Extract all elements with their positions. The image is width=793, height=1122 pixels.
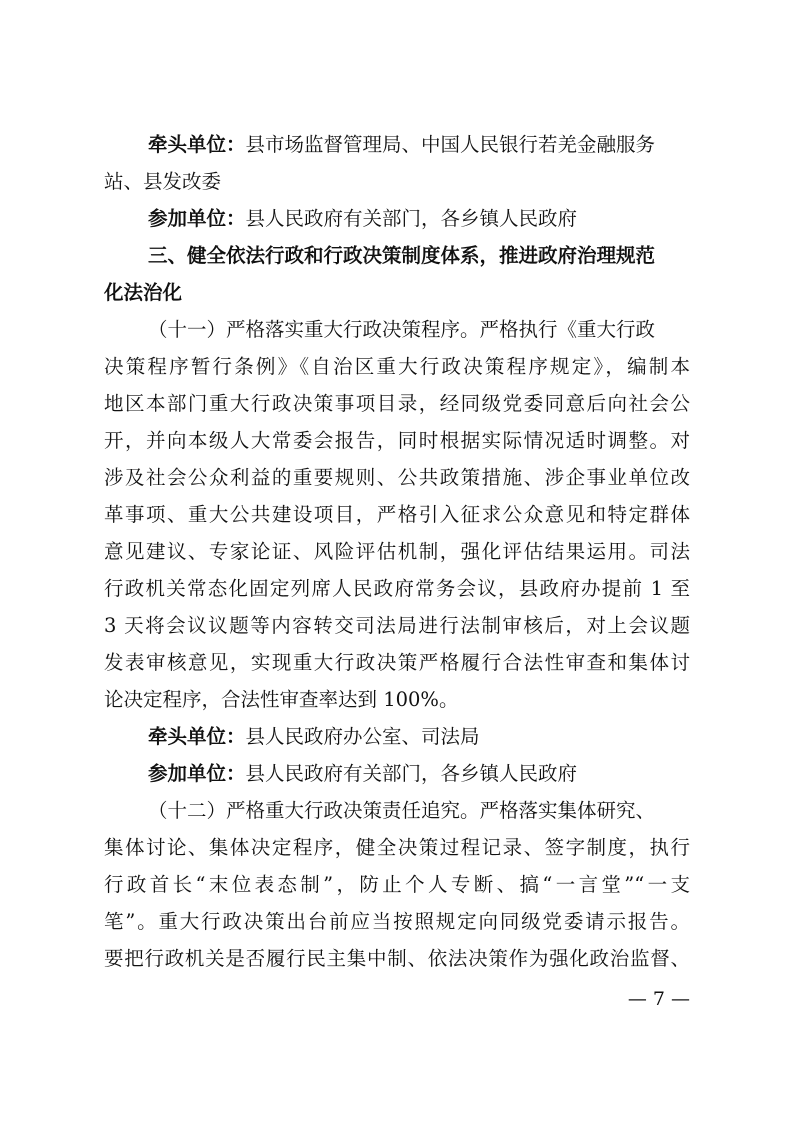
lead-unit-1-line-1 [104,126,690,163]
paragraph-11-line-5: 涉及社会公众利益的重要规则、公共政策措施、涉企事业单位改 [104,466,690,489]
paragraph-11-line-10: 发表审核意见，实现重大行政决策严格履行合法性审查和集体讨 [104,651,690,674]
lead-unit-2 [104,718,690,755]
paragraph-12-line-2: 集体讨论、集体决定程序，健全决策过程记录、签字制度，执行 [104,836,690,859]
paragraph-11-line-3: 地区本部门重大行政决策事项目录，经同级党委同意后向社会公 [104,392,690,415]
paragraph-12-line-5: 要把行政机关是否履行民主集中制、依法决策作为强化政治监督、 [104,947,690,970]
paragraph-11-line-6: 革事项、重大公共建设项目，严格引入征求公众意见和特定群体 [104,503,690,526]
paragraph-12-line-1: （十二）严格重大行政决策责任追究。严格落实集体研究、 [148,799,656,822]
paragraph-11-line-2: 决策程序暂行条例》《自治区重大行政决策程序规定》，编制本 [104,355,690,378]
paragraph-11-line-4: 开，并向本级人大常委会报告，同时根据实际情况适时调整。对 [104,429,690,452]
participating-unit-label: 参加单位： [148,207,246,230]
section-heading-line-1: 三、健全依法行政和行政决策制度体系，推进政府治理规范 [148,244,656,267]
page-number-text: — 7 — [627,988,690,1010]
paragraph-11-line-11: 论决定程序，合法性审查率达到 100%。 [104,688,459,711]
paragraph-11-line-8: 行政机关常态化固定列席人民政府常务会议，县政府办提前 1 至 [104,577,690,600]
participating-unit-label: 参加单位： [148,762,246,785]
paragraph-11-line-7: 意见建议、专家论证、风险评估机制，强化评估结果运用。司法 [104,540,690,563]
section-heading-line-2: 化法治化 [104,281,183,304]
paragraph-12-line-4: 笔”。重大行政决策出台前应当按照规定向同级党委请示报告。 [104,910,690,933]
paragraph-11-line-1: （十一）严格落实重大行政决策程序。严格执行《重大行政 [148,318,656,341]
participating-unit-text: 县人民政府有关部门，各乡镇人民政府 [245,762,578,785]
participating-unit-2 [104,755,690,792]
document-body [104,126,690,977]
lead-unit-label: 牵头单位： [148,133,246,156]
participating-unit-text: 县人民政府有关部门，各乡镇人民政府 [245,207,578,230]
page-number [0,986,793,1012]
lead-unit-1-line-2: 站、县发改委 [104,170,222,193]
lead-unit-text: 县人民政府办公室、司法局 [245,725,480,748]
paragraph-12-line-3: 行政首长“末位表态制”，防止个人专断、搞“一言堂”“一支 [104,873,690,896]
lead-unit-text: 县市场监督管理局、中国人民银行若羌金融服务 [245,133,656,156]
lead-unit-label: 牵头单位： [148,725,246,748]
paragraph-11-line-9: 3 天将会议议题等内容转交司法局进行法制审核后，对上会议题 [104,614,690,637]
participating-unit-1 [104,200,690,237]
